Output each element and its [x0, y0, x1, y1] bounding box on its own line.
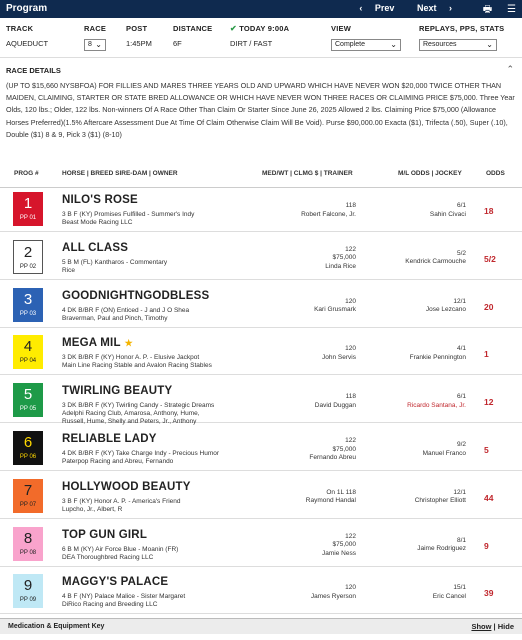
show-hide-controls: Show | Hide — [471, 622, 514, 631]
trainer: Robert Falcone, Jr. — [301, 210, 356, 218]
program-number-badge — [13, 527, 43, 561]
program-number: 5 — [23, 386, 33, 404]
breed-info: 3 B F (KY) Honor A. P. - America's Friend — [62, 497, 181, 505]
breed-info: 4 B F (NY) Palace Malice - Sister Margaret — [62, 593, 186, 601]
jockey: Kendrick Carmouche — [405, 258, 466, 266]
horse-name[interactable]: RELIABLE LADY — [62, 433, 157, 445]
weight: 122 — [345, 245, 356, 253]
live-odds: 18 — [484, 206, 494, 216]
col-ml: M/L ODDS | JOCKEY — [398, 170, 462, 177]
breed-info: 6 B M (KY) Air Force Blue - Moanin (FR) — [62, 545, 179, 553]
breed-info: 3 DK B/BR F (KY) Honor A. P. - Elusive Jackpot — [62, 354, 200, 362]
post-position: PP 06 — [19, 454, 37, 460]
program-number-badge — [13, 288, 43, 322]
odds-jockey — [360, 345, 466, 362]
program-number: 3 — [23, 290, 33, 308]
trainer: Linda Rice — [325, 262, 356, 270]
weight: 120 — [345, 584, 356, 592]
weight: 118 — [345, 202, 356, 209]
entry-row[interactable] — [0, 523, 522, 567]
check-circle-icon: ✔ — [230, 24, 237, 33]
program-number: 7 — [23, 481, 33, 499]
medication-key-label: Medication & Equipment Key — [8, 623, 105, 630]
surface-value: DIRT / FAST — [230, 39, 273, 48]
morning-line-odds: 9/2 — [456, 441, 466, 448]
weight-trainer — [270, 584, 356, 601]
odds-jockey — [360, 393, 466, 410]
star-icon: ★ — [124, 338, 133, 349]
horse-name[interactable]: TWIRLING BEAUTY — [62, 385, 173, 398]
chevron-left-icon: ‹ — [359, 3, 363, 13]
post-position: PP 09 — [19, 597, 37, 604]
race-select[interactable]: 8 ⌄ — [84, 39, 106, 51]
program-number: 1 — [23, 195, 33, 212]
live-odds: 9 — [484, 540, 489, 551]
entry-row[interactable] — [0, 331, 522, 375]
morning-line-odds: 6/1 — [456, 393, 466, 401]
program-number-badge — [13, 574, 43, 608]
claiming-price: $75,000 — [332, 445, 356, 453]
weight-trainer — [270, 298, 356, 315]
post-position: PP 03 — [19, 310, 37, 317]
weight: 122 — [345, 532, 356, 540]
weight-trainer — [270, 246, 356, 272]
distance-col: DISTANCE 6F — [173, 24, 213, 48]
jockey: Sahin Civaci — [429, 210, 466, 218]
morning-line-odds: 12/1 — [453, 488, 466, 496]
live-odds: 12 — [484, 397, 494, 408]
jockey: Jose Lezcano — [425, 306, 466, 314]
entries-column-headers — [0, 168, 522, 188]
trainer: Kari Grusmark — [314, 306, 356, 314]
page-title: Program — [6, 3, 48, 14]
live-odds: 5/2 — [484, 253, 496, 264]
post-value: 1:45PM — [126, 39, 152, 48]
program-number: 6 — [23, 434, 33, 451]
weight: 118 — [345, 393, 356, 401]
weight-trainer — [270, 489, 356, 506]
entry-row[interactable] — [0, 427, 522, 471]
odds-jockey — [360, 298, 466, 315]
horse-name[interactable]: MAGGY'S PALACE — [62, 576, 169, 589]
prev-button[interactable]: ‹ Prev — [359, 3, 395, 13]
resources-select[interactable]: Resources ⌄ — [419, 39, 497, 51]
trainer: David Duggan — [314, 401, 356, 409]
horse-name[interactable]: NILO'S ROSE — [62, 194, 138, 206]
breed-info: 4 DK B/BR F (ON) Enticed - J and J O Shea — [62, 306, 190, 314]
breed-info: 3 B F (KY) Promises Fulfilled - Summer's Indy — [62, 211, 195, 218]
col-prog: PROG # — [14, 170, 39, 177]
jockey: Ricardo Santana, Jr. — [407, 401, 466, 409]
owner: Russell, Hume, Shelly and Peters, Jr., Anthony — [62, 418, 197, 426]
view-select[interactable]: Complete ⌄ — [331, 39, 401, 51]
entry-row[interactable] — [0, 570, 522, 614]
race-info-bar — [0, 18, 522, 58]
horse-name[interactable]: GOODNIGHTNGODBLESS — [62, 289, 210, 302]
weight-trainer — [270, 533, 356, 559]
morning-line-odds: 15/1 — [453, 584, 466, 592]
odds-jockey — [360, 250, 466, 267]
race-details-header: RACE DETAILS — [6, 66, 61, 75]
trainer: Fernando Abreu — [309, 454, 356, 461]
weight-trainer — [270, 202, 356, 219]
live-odds: 5 — [484, 445, 489, 455]
entry-row[interactable] — [0, 236, 522, 280]
claiming-price: $75,000 — [332, 254, 356, 262]
owner: Paterpop Racing and Abreu, Fernando — [62, 458, 174, 465]
weight: 122 — [345, 437, 356, 444]
weight: 120 — [345, 345, 356, 353]
print-icon[interactable]: 🖶 — [482, 4, 493, 15]
today-col: ✔ TODAY 9:00A DIRT / FAST — [230, 24, 290, 48]
live-odds: 44 — [484, 492, 494, 503]
distance-value: 6F — [173, 39, 182, 48]
program-number: 9 — [23, 577, 33, 595]
trainer: John Servis — [322, 353, 356, 361]
weight: On 1L 118 — [326, 488, 356, 496]
morning-line-odds: 8/1 — [456, 536, 466, 544]
breed-info: 4 DK B/BR F (KY) Take Charge Indy - Precious Humor — [62, 450, 220, 457]
trainer: Jamie Ness — [322, 549, 356, 557]
chevron-down-icon: ⌄ — [95, 40, 102, 49]
program-number-badge — [13, 335, 43, 369]
jockey: Jaime Rodriguez — [417, 545, 466, 553]
owner: Adelphi Racing Club, Amarosa, Anthony, Hume, — [62, 410, 200, 418]
entry-row[interactable] — [0, 475, 522, 519]
jockey: Manuel Franco — [422, 449, 466, 457]
show-link[interactable]: Show — [471, 622, 492, 631]
race-col: RACE 8 ⌄ — [84, 24, 107, 49]
breed-info: 3 DK B/BR F (KY) Twirling Candy - Strategic Dreams — [62, 402, 215, 410]
view-col: VIEW Complete ⌄ — [331, 24, 401, 51]
morning-line-odds: 5/2 — [456, 249, 466, 257]
live-odds: 39 — [484, 588, 494, 599]
odds-jockey — [360, 202, 466, 219]
col-odds: ODDS — [486, 170, 505, 177]
track-col: TRACK AQUEDUCT — [6, 24, 49, 48]
jockey: Christopher Elliott — [414, 497, 466, 505]
horse-name[interactable]: ALL CLASS — [62, 241, 129, 254]
trainer: Raymond Handal — [305, 497, 356, 505]
program-number-badge — [13, 479, 43, 513]
header-icons — [471, 2, 516, 19]
entry-row[interactable] — [0, 284, 522, 328]
live-odds: 20 — [484, 301, 494, 312]
morning-line-odds: 12/1 — [453, 297, 466, 305]
odds-jockey — [360, 489, 466, 506]
col-med: MED/WT | CLMG $ | TRAINER — [262, 170, 353, 177]
hide-link[interactable]: Hide — [497, 622, 514, 631]
medication-key-bar — [0, 618, 522, 634]
weight-trainer — [270, 393, 356, 410]
morning-line-odds: 4/1 — [456, 345, 466, 353]
horse-name[interactable]: HOLLYWOOD BEAUTY — [62, 480, 191, 493]
post-position: PP 02 — [19, 263, 37, 270]
owner: Beast Mode Racing LLC — [62, 219, 133, 226]
odds-jockey — [360, 537, 466, 554]
menu-icon[interactable]: ☰ — [507, 4, 516, 15]
post-position: PP 04 — [19, 358, 37, 365]
owner: Lupcho, Jr., Albert, R — [62, 505, 123, 513]
weight-trainer — [270, 437, 356, 463]
claiming-price: $75,000 — [332, 541, 356, 549]
horse-name[interactable]: TOP GUN GIRL — [62, 528, 148, 541]
post-col: POST 1:45PM — [126, 24, 152, 48]
live-odds: 1 — [484, 349, 489, 360]
race-details-text: (UP TO $15,660 NYSBFOA) FOR FILLIES AND MARES THREE YEARS OLD AND UPWARD WHICH HAVE NEVER WON $20,000 TWICE OTHER THAN MAIDEN, CLAIMING, STARTER OR STATE BRED ALLOWANCE OR WHICH HAVE NEVER WON THREE RACES OR CLAIMING PRICE $75,000. Three Year Olds, 120 lbs.; Older, 122 lbs. Non-winners Of A Race Other Than Claim Or Starter Since June 26, 2025 Allowed 2 lbs. Claiming Price $75,000 (Allowance Horses Preferred)(1.5% Aftercare Assessment Due At Time Of Claim Otherwise Claim Will Be Void). Purse $90,000.00 Exacta ($1), Trifecta (.50), Super (.10), Double ($1) 8 & 9, Pick 3 ($1) (8-10) — [6, 81, 515, 139]
program-number: 2 — [23, 243, 33, 261]
chevron-down-icon: ⌄ — [390, 40, 397, 49]
weight-trainer — [270, 345, 356, 362]
post-position: PP 05 — [19, 406, 37, 413]
chevron-down-icon: ⌄ — [486, 40, 493, 49]
program-header — [0, 0, 522, 18]
col-horse: HORSE | BREED SIRE-DAM | OWNER — [62, 170, 178, 177]
odds-jockey — [360, 441, 466, 458]
entry-row[interactable] — [0, 188, 522, 232]
entry-row[interactable] — [0, 379, 522, 426]
owner: Main Line Racing Stable and Avalon Racing Stables — [62, 362, 212, 370]
jockey: Eric Cancel — [432, 592, 466, 600]
jockey: Frankie Pennington — [409, 353, 466, 361]
owner: Braverman, Paul and Pinch, Timothy — [62, 314, 168, 322]
replays-col: REPLAYS, PPS, STATS Resources ⌄ — [419, 24, 505, 49]
program-number-badge — [13, 240, 43, 274]
weight: 120 — [345, 297, 356, 305]
horse-name[interactable]: MEGA MIL ★ — [62, 337, 133, 350]
race-nav — [339, 3, 452, 13]
owner: Rice — [62, 266, 76, 274]
breed-info: 5 B M (FL) Kantharos - Commentary — [62, 258, 168, 266]
track-value: AQUEDUCT — [6, 39, 49, 48]
program-number: 8 — [23, 529, 33, 547]
odds-jockey — [360, 584, 466, 601]
program-number: 4 — [23, 338, 33, 356]
program-number-badge — [13, 383, 43, 417]
program-number-badge — [13, 192, 43, 226]
chevron-up-icon[interactable]: ⌃ — [506, 64, 514, 74]
trainer: James Ryerson — [310, 592, 356, 600]
next-button[interactable]: Next › — [416, 3, 452, 13]
post-position: PP 07 — [19, 501, 37, 508]
owner: DiRico Racing and Breeding LLC — [62, 601, 158, 609]
post-position: PP 01 — [19, 215, 37, 221]
owner: DEA Thoroughbred Racing LLC — [62, 553, 154, 561]
morning-line-odds: 6/1 — [456, 202, 466, 209]
chevron-right-icon: › — [449, 3, 452, 13]
program-number-badge — [13, 431, 43, 465]
post-position: PP 08 — [19, 549, 37, 556]
